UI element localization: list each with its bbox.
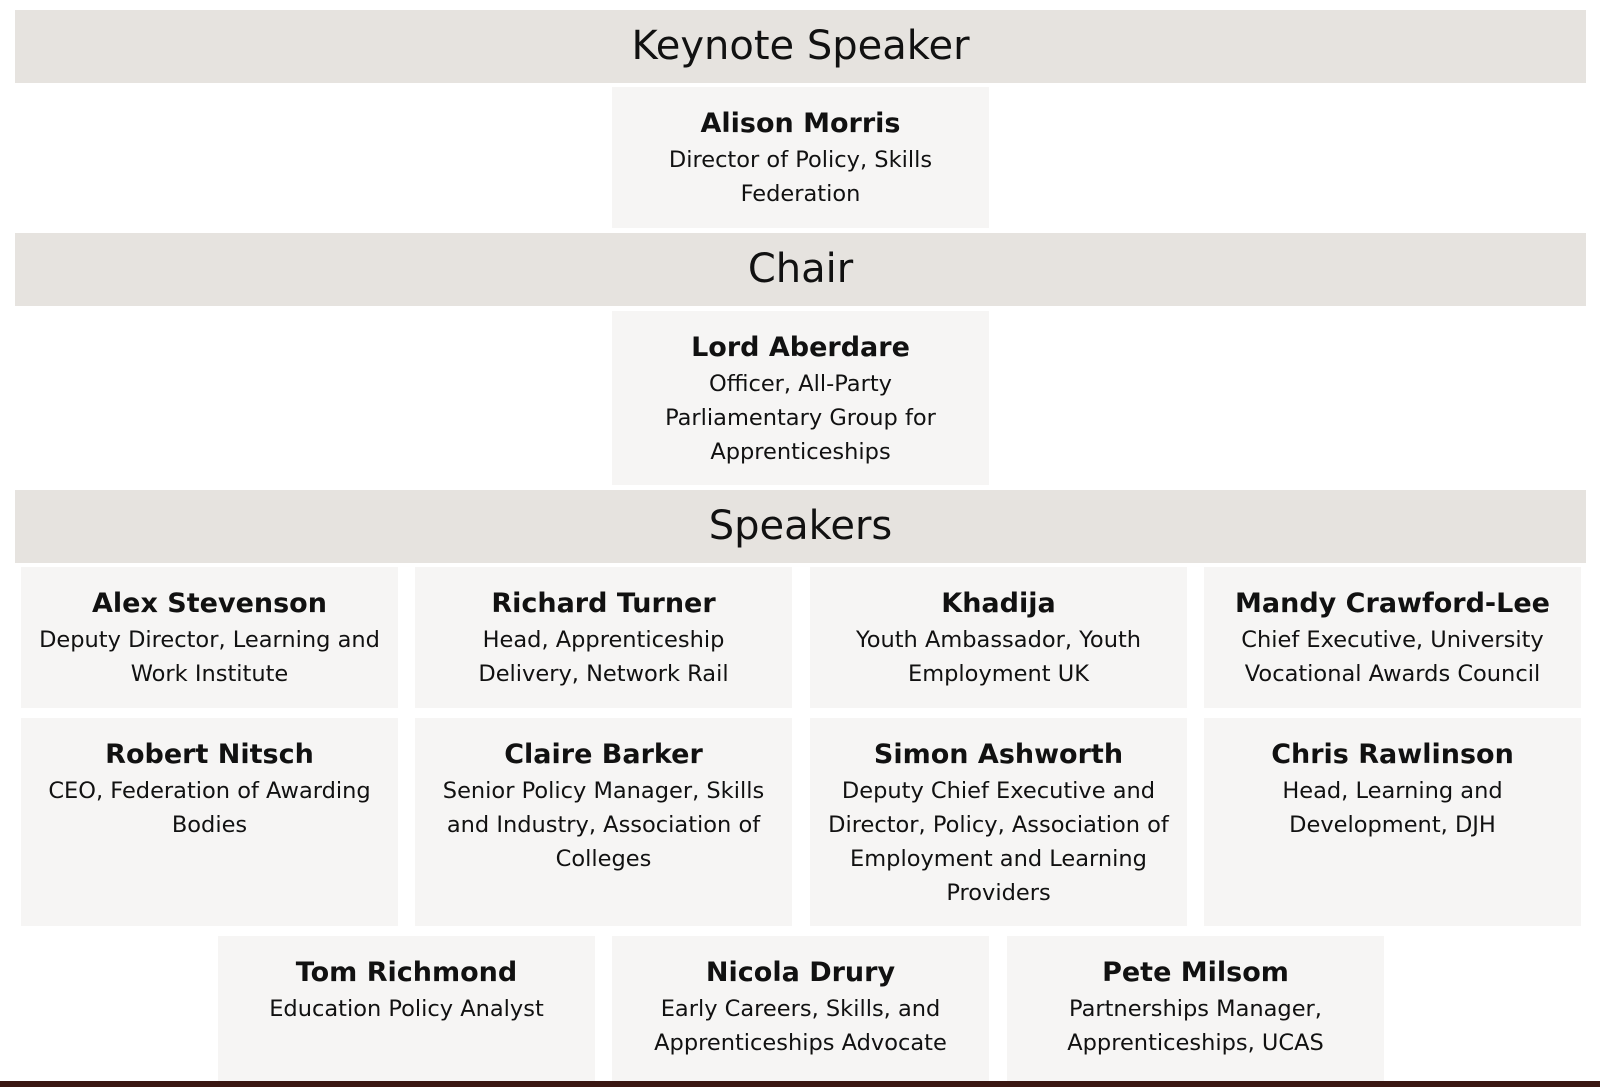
speaker-card[interactable] (218, 936, 595, 1081)
speaker-role: Education Policy Analyst (269, 996, 544, 1022)
keynote-speaker-card[interactable] (612, 87, 989, 228)
speaker-name: Claire Barker (504, 739, 703, 770)
speaker-role: Chief Executive, University Vocational Awards Council (1241, 627, 1544, 687)
speaker-role: Head, Learning and Development, DJH (1282, 778, 1503, 838)
speaker-role: Deputy Director, Learning and Work Institute (39, 627, 380, 687)
speaker-role: Director of Policy, Skills Federation (668, 147, 933, 207)
speaker-card[interactable] (21, 718, 398, 926)
speaker-name: Chris Rawlinson (1271, 739, 1514, 770)
speaker-role: Early Careers, Skills, and Apprenticeships Advocate (654, 996, 947, 1056)
speaker-name: Lord Aberdare (691, 332, 910, 363)
speaker-card[interactable] (1204, 718, 1581, 926)
speaker-name: Simon Ashworth (873, 739, 1124, 770)
speaker-role: Officer, All-Party Parliamentary Group for Apprenticeships (665, 371, 936, 465)
speaker-name: Pete Milsom (1102, 957, 1289, 988)
speaker-card[interactable] (612, 936, 989, 1081)
speaker-card[interactable] (810, 567, 1187, 708)
speaker-name: Robert Nitsch (105, 739, 314, 770)
speaker-card[interactable] (415, 718, 792, 926)
speaker-role: Senior Policy Manager, Skills and Industry, Association of Colleges (442, 778, 765, 872)
bottom-divider (0, 1081, 1600, 1087)
speaker-role: CEO, Federation of Awarding Bodies (48, 778, 371, 838)
speaker-name: Tom Richmond (295, 957, 518, 988)
speaker-role: Head, Apprenticeship Delivery, Network Rail (478, 627, 729, 687)
speaker-name: Alison Morris (700, 108, 901, 139)
speaker-name: Khadija (941, 588, 1056, 619)
speaker-card[interactable] (1204, 567, 1581, 708)
speaker-card[interactable] (1007, 936, 1384, 1081)
speaker-role: Partnerships Manager, Apprenticeships, UCAS (1067, 996, 1324, 1056)
speaker-name: Richard Turner (491, 588, 716, 619)
chair-card[interactable] (612, 311, 989, 485)
speaker-role: Deputy Chief Executive and Director, Policy, Association of Employment and Learning Providers (828, 778, 1169, 906)
speaker-name: Nicola Drury (705, 957, 896, 988)
speaker-role: Youth Ambassador, Youth Employment UK (855, 627, 1142, 687)
chair-heading: Chair (15, 233, 1586, 306)
speaker-name: Alex Stevenson (92, 588, 327, 619)
keynote-speaker-heading: Keynote Speaker (15, 10, 1586, 83)
speaker-name: Mandy Crawford-Lee (1235, 588, 1550, 619)
speaker-card[interactable] (21, 567, 398, 708)
speakers-heading: Speakers (15, 490, 1586, 563)
speaker-card[interactable] (415, 567, 792, 708)
speaker-card[interactable] (810, 718, 1187, 926)
